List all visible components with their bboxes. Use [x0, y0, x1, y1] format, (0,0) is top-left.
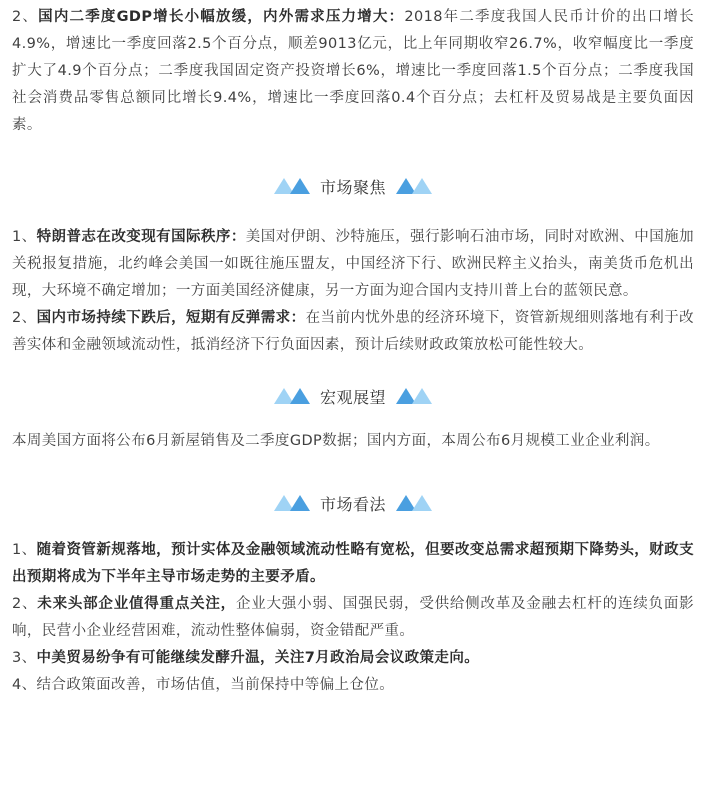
list-item — [12, 305, 694, 359]
item-bold-lead: 国内市场持续下跌后，短期有反弹需求： — [36, 310, 306, 326]
item-number: 4、 — [12, 677, 37, 693]
item-text: 在当前内忧外患的经济环境下，资管新规细则落地有利于改善实体和金融领域流动性，抵消经济下行负面因素，预计后续财政政策放松可能性较大。 — [12, 310, 694, 353]
gdp-paragraph — [12, 4, 694, 139]
triangle-icon — [290, 178, 310, 194]
triangle-icon — [290, 495, 310, 511]
item-text: 企业大强小弱、国强民弱，受供给侧改革及金融去杠杆的连续负面影响，民营小企业经营困难，流动性整体偏弱，资金错配严重。 — [12, 596, 695, 639]
list-item — [12, 537, 694, 591]
section-heading-market-view — [12, 489, 694, 517]
item-number: 3、 — [12, 650, 37, 666]
triangle-decoration-right — [396, 178, 432, 194]
item-text: 美国对伊朗、沙特施压，强行影响石油市场，同时对欧洲、中国施加关税报复措施，北约峰会美国一如既往施压盟友，中国经济下行、欧洲民粹主义抬头，南美货币危机出现，大环境不确定增加；一方面美国经济健康，另一方面为迎合国内支持川普上台的蓝领民意。 — [12, 229, 694, 299]
list-item — [12, 645, 694, 672]
list-item — [12, 591, 694, 645]
section-title: 宏观展望 — [319, 387, 386, 407]
gdp-section — [12, 0, 694, 139]
item-bold-lead: 中美贸易纷争有可能继续发酵升温，关注7月政治局会议政策走向。 — [36, 650, 480, 666]
triangle-decoration-left — [274, 178, 310, 194]
section-title: 市场看法 — [319, 494, 386, 514]
market-view-section — [12, 537, 694, 699]
item-bold-lead: 随着资管新规落地，预计实体及金融领域流动性略有宽松，但要改变总需求超预期下降势头，财政支出预期将成为下半年主导市场走势的主要矛盾。 — [12, 542, 694, 585]
item-number: 2、 — [12, 9, 39, 25]
macro-outlook-section — [12, 428, 694, 455]
list-item — [12, 672, 694, 699]
item-number: 1、 — [12, 229, 37, 245]
section-title: 市场聚焦 — [319, 177, 386, 197]
item-bold-lead: 特朗普志在改变现有国际秩序： — [36, 229, 246, 245]
triangle-decoration-left — [274, 495, 310, 511]
triangle-icon — [412, 388, 432, 404]
triangle-decoration-left — [274, 388, 310, 404]
market-focus-section — [12, 224, 694, 359]
list-item — [12, 224, 694, 305]
item-bold-lead: 未来头部企业值得重点关注， — [37, 596, 236, 612]
section-heading-market-focus — [12, 172, 694, 200]
section-heading-macro-outlook — [12, 382, 694, 410]
triangle-icon — [412, 178, 432, 194]
item-text: 2018年二季度我国人民币计价的出口增长4.9%，增速比一季度回落2.5个百分点，顺差9013亿元，比上年同期收窄26.7%，收窄幅度比一季度扩大了4.9个百分点；二季度我国固定资产投资增长6%，增速比一季度回落1.5个百分点；二季度我国社会消费品零售总额同比增长9.4%，增速比一季度回落0.4个百分点；去杠杆及贸易战是主要负面因素。 — [12, 9, 694, 133]
item-number: 2、 — [12, 596, 38, 612]
macro-outlook-paragraph: 本周美国方面将公布6月新屋销售及二季度GDP数据；国内方面，本周公布6月规模工业企业利润。 — [12, 433, 660, 449]
triangle-icon — [412, 495, 432, 511]
item-number: 2、 — [12, 310, 37, 326]
triangle-decoration-right — [396, 495, 432, 511]
triangle-icon — [290, 388, 310, 404]
item-number: 1、 — [12, 542, 37, 558]
triangle-decoration-right — [396, 388, 432, 404]
item-text: 结合政策面改善，市场估值，当前保持中等偏上仓位。 — [36, 677, 395, 693]
item-bold-lead: 国内二季度GDP增长小幅放缓，内外需求压力增大： — [38, 9, 405, 25]
